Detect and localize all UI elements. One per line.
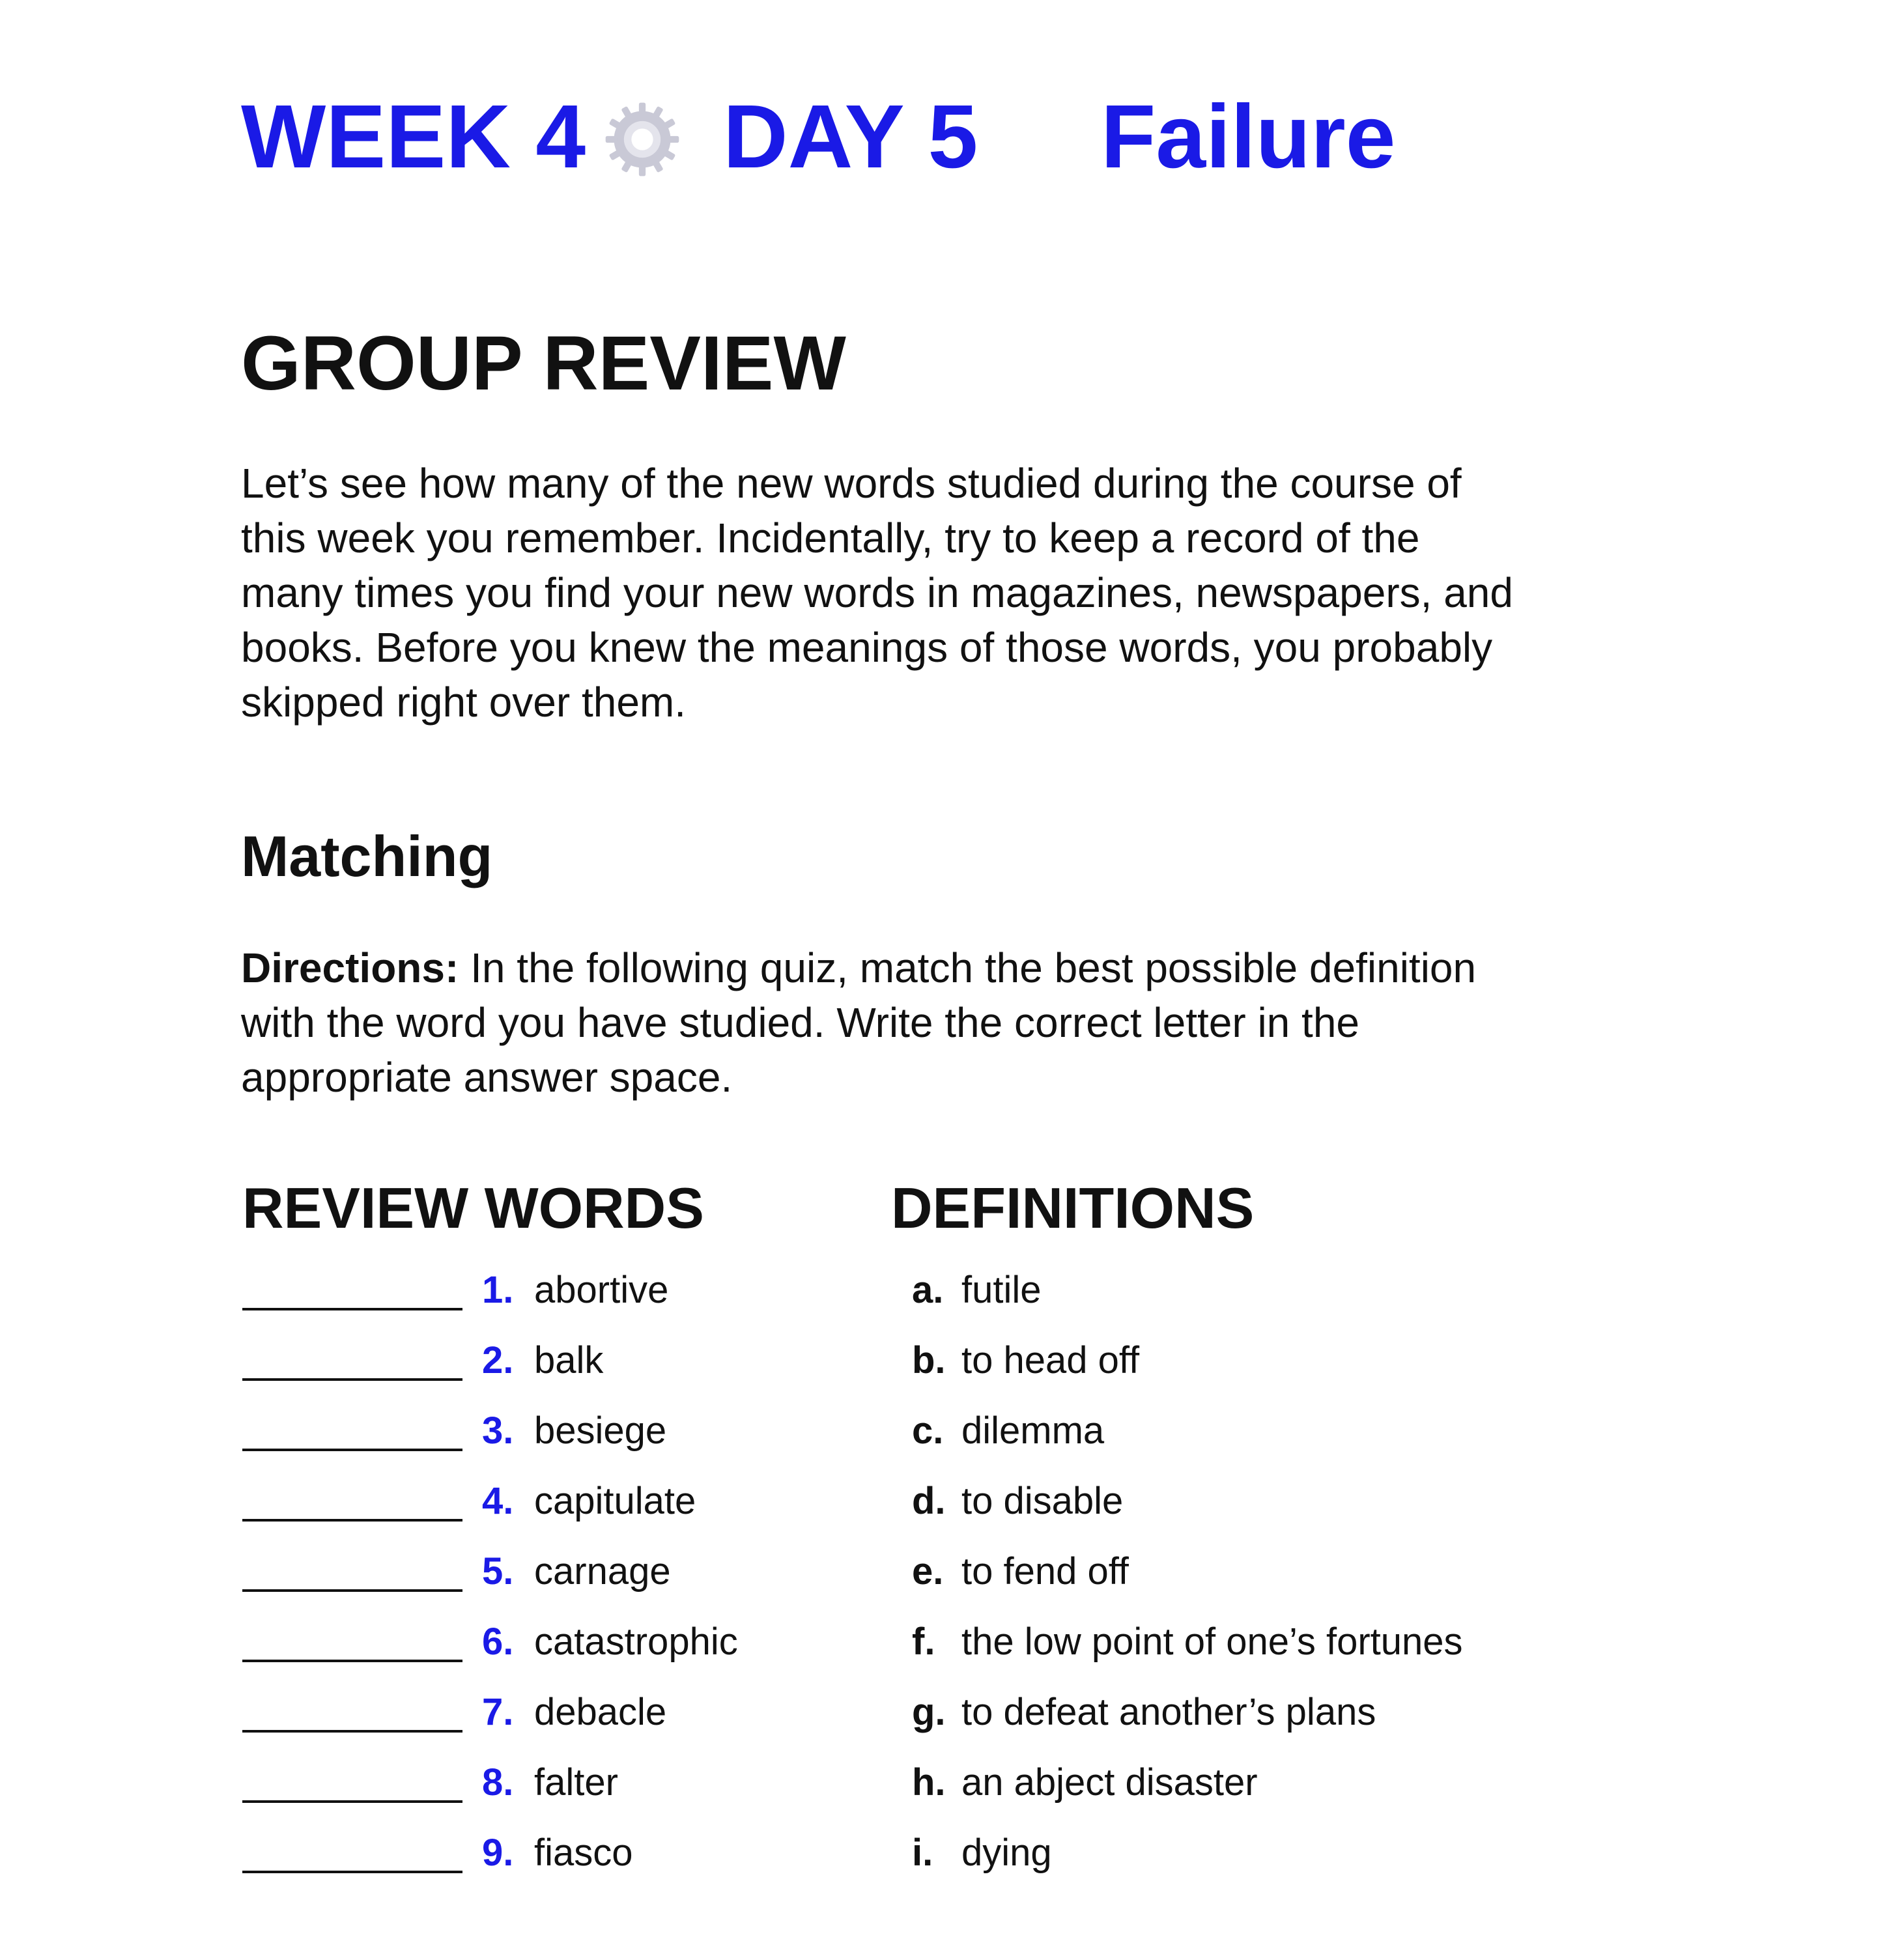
directions-label: Directions: [241, 944, 459, 991]
answer-blank[interactable] [242, 1408, 462, 1451]
intro-line: this week you remember. Incidentally, try to keep a record of the [241, 515, 1420, 561]
definition-text: an abject disaster [961, 1761, 1258, 1804]
definition-letter: c. [912, 1409, 944, 1452]
definition-letter: e. [912, 1550, 944, 1593]
section-title: GROUP REVIEW [241, 320, 846, 406]
item-number: 7. [482, 1691, 514, 1733]
definition-text: to head off [961, 1339, 1140, 1381]
intro-line: books. Before you knew the meanings of those words, you probably [241, 624, 1493, 671]
matching-row [0, 1542, 1904, 1601]
item-number: 8. [482, 1761, 514, 1804]
review-word: falter [534, 1761, 618, 1804]
week-label: WEEK 4 [241, 87, 586, 187]
definition-text: to fend off [961, 1550, 1129, 1593]
review-word: carnage [534, 1550, 671, 1593]
review-word: fiasco [534, 1832, 633, 1874]
item-number: 1. [482, 1269, 514, 1311]
definition-letter: b. [912, 1339, 946, 1381]
matching-row [0, 1472, 1904, 1531]
directions-line: appropriate answer space. [241, 1054, 733, 1101]
definition-letter: f. [912, 1621, 935, 1663]
answer-blank[interactable] [242, 1549, 462, 1592]
directions-paragraph [241, 941, 1707, 1105]
answer-blank[interactable] [242, 1479, 462, 1522]
lesson-header [241, 85, 1739, 189]
intro-line: many times you find your new words in magazines, newspapers, and [241, 569, 1513, 616]
item-number: 4. [482, 1480, 514, 1522]
topic-label: Failure [1101, 87, 1396, 187]
day-label: DAY 5 [723, 87, 978, 187]
answer-blank[interactable] [242, 1267, 462, 1310]
definition-text: dilemma [961, 1409, 1105, 1452]
answer-blank[interactable] [242, 1619, 462, 1662]
item-number: 2. [482, 1339, 514, 1381]
review-word: besiege [534, 1409, 667, 1452]
intro-line: Let’s see how many of the new words studied during the course of [241, 460, 1462, 507]
review-word: catastrophic [534, 1621, 738, 1663]
matching-row [0, 1683, 1904, 1742]
review-word: capitulate [534, 1480, 696, 1522]
review-word: debacle [534, 1691, 667, 1733]
matching-row [0, 1613, 1904, 1671]
directions-text: In the following quiz, match the best possible definition [459, 944, 1477, 991]
answer-blank[interactable] [242, 1338, 462, 1381]
intro-line: skipped right over them. [241, 679, 686, 726]
item-number: 9. [482, 1832, 514, 1874]
subsection-title: Matching [241, 824, 493, 888]
item-number: 5. [482, 1550, 514, 1593]
item-number: 6. [482, 1621, 514, 1663]
definition-text: to defeat another’s plans [961, 1691, 1376, 1733]
definition-letter: h. [912, 1761, 946, 1804]
definition-text: dying [961, 1832, 1052, 1874]
matching-row [0, 1331, 1904, 1390]
matching-row [0, 1753, 1904, 1812]
matching-row [0, 1261, 1904, 1320]
definition-text: futile [961, 1269, 1042, 1311]
answer-blank[interactable] [242, 1760, 462, 1803]
answer-blank[interactable] [242, 1690, 462, 1733]
item-number: 3. [482, 1409, 514, 1452]
definition-letter: i. [912, 1832, 933, 1874]
definition-letter: d. [912, 1480, 946, 1522]
review-word: balk [534, 1339, 604, 1381]
matching-row [0, 1824, 1904, 1882]
review-words-heading: REVIEW WORDS [242, 1176, 704, 1240]
intro-paragraph [241, 456, 1707, 729]
definition-letter: g. [912, 1691, 946, 1733]
answer-blank[interactable] [242, 1830, 462, 1873]
directions-line: with the word you have studied. Write the correct letter in the [241, 999, 1359, 1046]
gear-icon [601, 98, 684, 181]
definition-text: the low point of one’s fortunes [961, 1621, 1463, 1663]
matching-row [0, 1402, 1904, 1460]
definitions-heading: DEFINITIONS [891, 1176, 1255, 1240]
definition-letter: a. [912, 1269, 944, 1311]
definition-text: to disable [961, 1480, 1124, 1522]
directions-line [241, 941, 1707, 995]
review-word: abortive [534, 1269, 669, 1311]
